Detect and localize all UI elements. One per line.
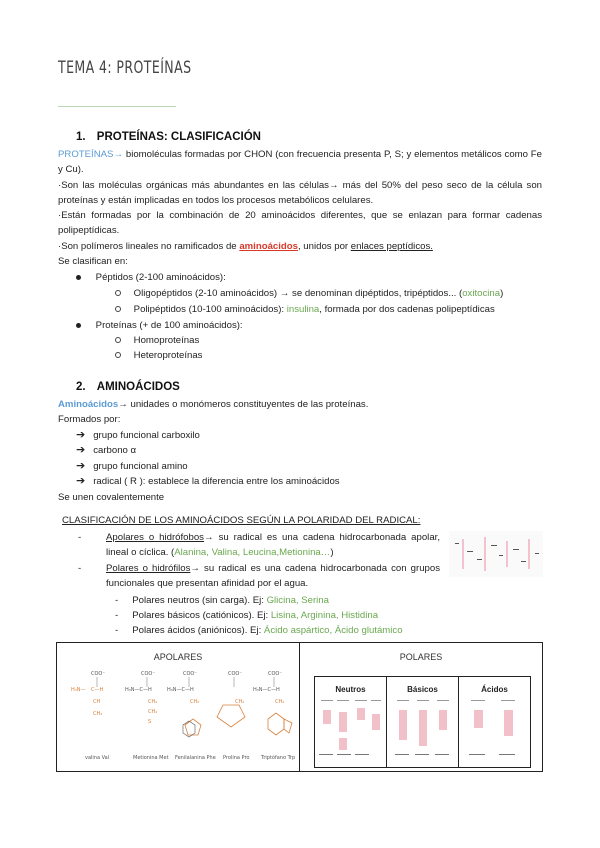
section1-body bbox=[58, 147, 542, 269]
circle-bullet-icon bbox=[115, 337, 121, 343]
basicos-title: Básicos bbox=[407, 685, 438, 694]
section2-body bbox=[58, 397, 542, 428]
acidos-title: Ácidos bbox=[481, 685, 508, 694]
svg-text:CH: CH bbox=[93, 699, 101, 705]
acidos-panel bbox=[458, 676, 531, 768]
svg-text:H₃N—C—H: H₃N—C—H bbox=[125, 687, 152, 693]
formados-por: Formados por: bbox=[58, 414, 121, 426]
section1-number: 1. bbox=[76, 131, 86, 143]
bullet-icon bbox=[76, 275, 81, 280]
amino-name-label: Prolina Pro bbox=[223, 755, 250, 761]
section2-title: AMINOÁCIDOS bbox=[96, 381, 180, 393]
section1-title: PROTEÍNAS: CLASIFICACIÓN bbox=[96, 131, 261, 143]
arrow-right-icon: ➔ bbox=[76, 474, 86, 487]
svg-text:COO⁻: COO⁻ bbox=[268, 671, 283, 677]
svg-text:C—H: C—H bbox=[91, 687, 104, 693]
polares-neutros: - Polares neutros (sin carga). Ej: Glicina, Serina bbox=[115, 595, 329, 606]
list-homoproteinas: Homoproteínas bbox=[115, 333, 199, 348]
bullet-icon bbox=[76, 323, 81, 328]
svg-text:COO⁻: COO⁻ bbox=[183, 671, 198, 677]
aminoacid-table bbox=[56, 642, 543, 772]
basicos-panel bbox=[386, 676, 459, 768]
list-proteinas: Proteínas (+ de 100 aminoácidos): bbox=[76, 318, 243, 333]
list-peptidos: Péptidos (2-100 aminoácidos): bbox=[76, 270, 226, 285]
section2-heading bbox=[76, 381, 180, 393]
amino-name-label: valina Val bbox=[85, 755, 110, 761]
aminoacid-thumbnail-graphic bbox=[449, 531, 543, 577]
svg-text:S: S bbox=[148, 719, 152, 725]
list-item: ➔ radical ( R ): establece la diferencia entre los aminoácidos bbox=[76, 474, 340, 487]
svg-text:CH₂: CH₂ bbox=[148, 699, 158, 705]
list-item: ➔ grupo funcional carboxilo bbox=[76, 429, 200, 441]
basicos-structures-graphic bbox=[387, 694, 458, 764]
svg-text:H₃N—: H₃N— bbox=[71, 687, 86, 693]
line-formadas: ·Están formadas por la combinación de 20 aminoácidos diferentes, que se enlazan para formar cadenas polipeptídicas. bbox=[58, 210, 542, 237]
section1-heading bbox=[76, 131, 261, 143]
neutros-structures-graphic bbox=[315, 694, 386, 764]
apolares-item: - Apolares o hidrófobos→ su radical es una cadena hidrocarbonada apolar, lineal o cíclica. (Alanina, Valina, Leucina,Metionina…) bbox=[78, 532, 440, 559]
clasificacion-heading: CLASIFICACIÓN DE LOS AMINOÁCIDOS SEGÚN LA POLARIDAD DEL RADICAL: bbox=[62, 515, 421, 526]
circle-bullet-icon bbox=[115, 352, 121, 358]
title-underline bbox=[58, 106, 176, 107]
list-item: ➔ carbono α bbox=[76, 444, 137, 457]
svg-text:CH₂: CH₂ bbox=[235, 699, 245, 705]
apolares-structures bbox=[63, 667, 295, 767]
amino-name-label: Fenilalanina Phe bbox=[175, 755, 216, 761]
arrow-right-icon: ➔ bbox=[76, 459, 86, 472]
acidos-structures-graphic bbox=[459, 694, 530, 764]
neutros-title: Neutros bbox=[335, 685, 366, 694]
section2-number: 2. bbox=[76, 381, 86, 393]
list-oligopeptidos: Oligopéptidos (2-10 aminoácidos) → se denominan dipéptidos, tripéptidos... (oxitocina) bbox=[115, 286, 503, 301]
aminoacid-thumbnail bbox=[449, 531, 543, 577]
polares-basicos: - Polares básicos (catiónicos). Ej: Lisina, Arginina, Histidina bbox=[115, 610, 379, 621]
svg-text:CH₃: CH₃ bbox=[93, 711, 103, 717]
amino-name-label: Metionina Met bbox=[133, 755, 169, 761]
circle-bullet-icon bbox=[115, 290, 121, 296]
polares-title: POLARES bbox=[399, 652, 443, 662]
polares-item: - Polares o hidrófilos→ su radical es una cadena hidrocarbonada con grupos funcionales que presentan afinidad por el agua. bbox=[78, 563, 440, 590]
line-abundantes: ·Son las moléculas orgánicas más abundantes en las células→ más del 50% del peso seco de la célula son proteínas y están implicadas en todos los procesos metabólicos celulares. bbox=[58, 179, 542, 206]
svg-text:COO⁻: COO⁻ bbox=[141, 671, 156, 677]
se-unen: Se unen covalentemente bbox=[58, 492, 165, 503]
apolar-structures-graphic bbox=[63, 667, 295, 767]
line-polimeros: ·Son polímeros lineales no ramificados de aminoácidos, unidos por enlaces peptídicos. bbox=[58, 240, 433, 252]
svg-text:COO⁻: COO⁻ bbox=[228, 671, 243, 677]
svg-text:CH₂: CH₂ bbox=[275, 699, 285, 705]
arrow-right-icon: ➔ bbox=[76, 444, 86, 457]
amino-name-label: Triptófano Trp bbox=[261, 755, 295, 761]
aminoacidos-definition: Aminoácidos→ unidades o monómeros constituyentes de las proteínas. bbox=[58, 399, 369, 410]
apolares-title: APOLARES bbox=[153, 652, 203, 662]
formados-list bbox=[76, 428, 340, 489]
polares-acidos: - Polares ácidos (aniónicos). Ej: Ácido aspártico, Ácido glutámico bbox=[115, 625, 403, 636]
svg-text:H₃N—C—H: H₃N—C—H bbox=[167, 687, 194, 693]
neutros-panel bbox=[314, 676, 387, 768]
table-divider bbox=[299, 643, 300, 771]
circle-bullet-icon bbox=[115, 306, 121, 312]
arrow-right-icon: ➔ bbox=[76, 429, 86, 441]
svg-text:H₃N—C—H: H₃N—C—H bbox=[253, 687, 280, 693]
list-item: ➔ grupo funcional amino bbox=[76, 459, 188, 472]
svg-text:CH₂: CH₂ bbox=[148, 709, 158, 715]
proteinas-definition: PROTEÍNAS→ biomoléculas formadas por CHON (con frecuencia presenta P, S; y elementos metálicos como Fe y Cu). bbox=[58, 149, 542, 176]
svg-text:CH₂: CH₂ bbox=[190, 699, 200, 705]
svg-text:COO⁻: COO⁻ bbox=[91, 671, 106, 677]
list-polipeptidos: Polipéptidos (10-100 aminoácidos): insulina, formada por dos cadenas polipeptídicas bbox=[115, 302, 495, 317]
page-title: TEMA 4: PROTEÍNAS bbox=[58, 58, 192, 78]
line-clasifican: Se clasifican en: bbox=[58, 256, 128, 268]
list-heteroproteinas: Heteroproteínas bbox=[115, 348, 202, 363]
